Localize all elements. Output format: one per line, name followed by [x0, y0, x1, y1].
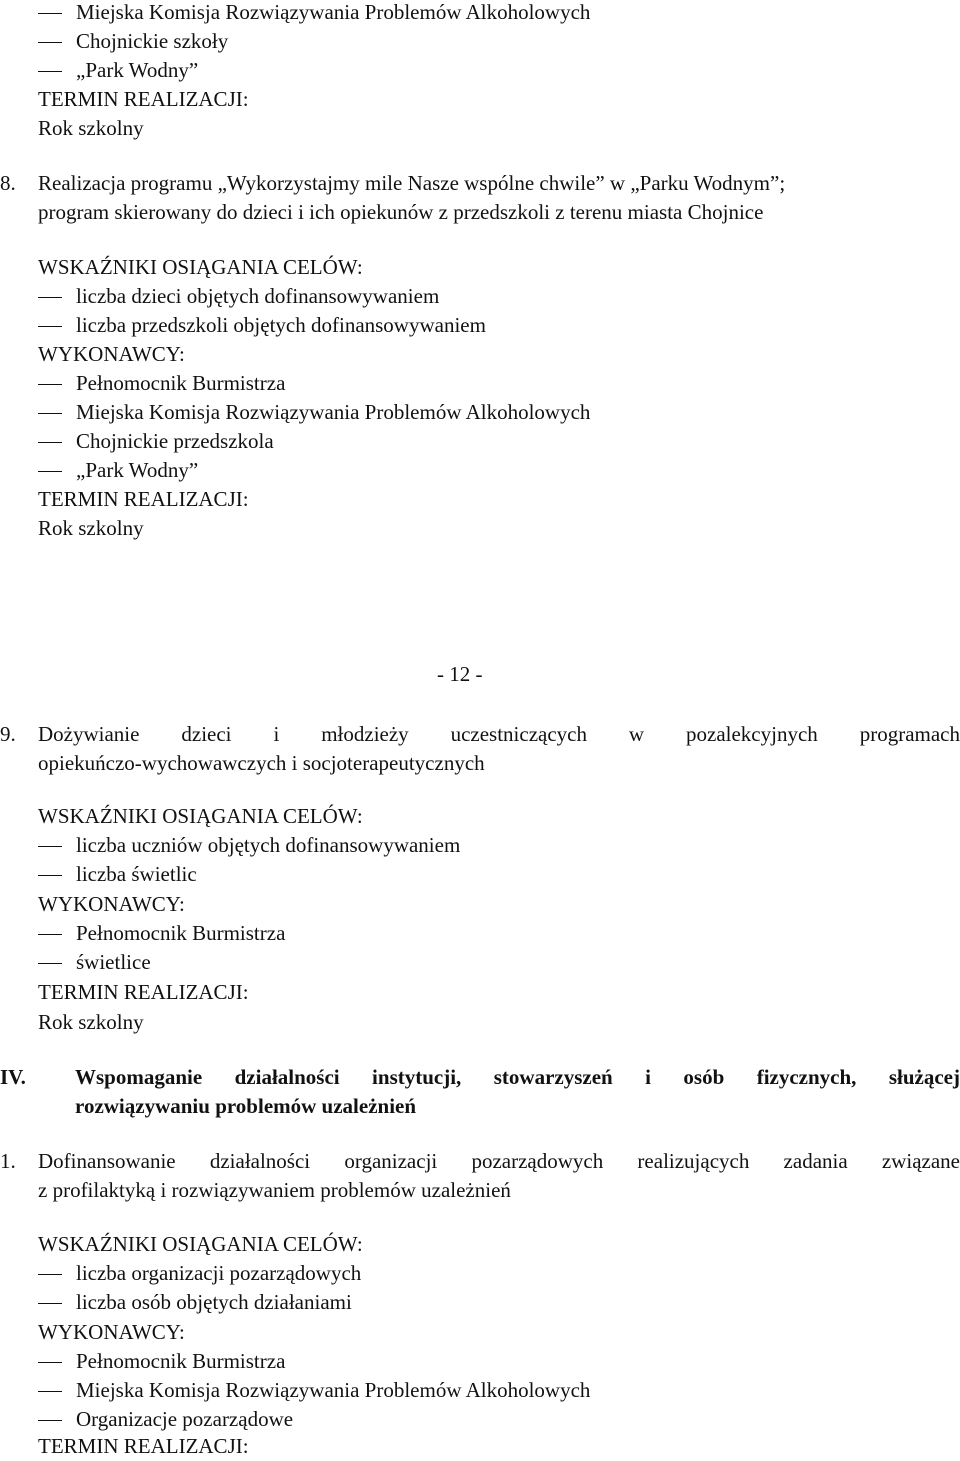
executors-label: WYKONAWCY: — [38, 1320, 185, 1344]
section-title: opiekuńczo-wychowawczych i socjoterapeutycznych — [38, 751, 485, 775]
dash-icon — [38, 442, 62, 443]
executors-label: WYKONAWCY: — [38, 892, 185, 916]
list-item: Pełnomocnik Burmistrza — [76, 921, 286, 945]
chapter-number: IV. — [0, 1065, 26, 1089]
list-item: liczba dzieci objętych dofinansowywaniem — [76, 284, 440, 308]
list-item: liczba przedszkoli objętych dofinansowywaniem — [76, 313, 486, 337]
dash-icon — [38, 13, 62, 14]
list-item: Chojnickie przedszkola — [76, 429, 274, 453]
dash-icon — [38, 1303, 62, 1304]
dash-icon — [38, 1274, 62, 1275]
list-item: liczba świetlic — [76, 862, 197, 886]
page-number: - 12 - — [437, 662, 483, 686]
section-title: z profilaktyką i rozwiązywaniem problemów uzależnień — [38, 1178, 511, 1202]
dash-icon — [38, 471, 62, 472]
list-item: Miejska Komisja Rozwiązywania Problemów Alkoholowych — [76, 1378, 591, 1402]
chapter-title: Wspomaganie działalności instytucji, stowarzyszeń i osób fizycznych, służącej — [75, 1065, 960, 1089]
dash-icon — [38, 384, 62, 385]
list-item: świetlice — [76, 950, 151, 974]
dash-icon — [38, 963, 62, 964]
dash-icon — [38, 326, 62, 327]
executors-label: WYKONAWCY: — [38, 342, 185, 366]
list-item: „Park Wodny” — [76, 458, 199, 482]
section-number: 1. — [0, 1149, 16, 1173]
list-item: Chojnickie szkoły — [76, 29, 229, 53]
dash-icon — [38, 875, 62, 876]
termin-label: TERMIN REALIZACJI: — [38, 980, 249, 1004]
dash-icon — [38, 71, 62, 72]
list-item: Miejska Komisja Rozwiązywania Problemów Alkoholowych — [76, 400, 591, 424]
dash-icon — [38, 1362, 62, 1363]
termin-label: TERMIN REALIZACJI: — [38, 87, 249, 111]
list-item: liczba uczniów objętych dofinansowywaniem — [76, 833, 461, 857]
dash-icon — [38, 1420, 62, 1421]
list-item: Pełnomocnik Burmistrza — [76, 1349, 286, 1373]
termin-label: TERMIN REALIZACJI: — [38, 1434, 249, 1458]
section-title: program skierowany do dzieci i ich opiekunów z przedszkoli z terenu miasta Chojnice — [38, 200, 764, 224]
list-item: liczba osób objętych działaniami — [76, 1290, 352, 1314]
dash-icon — [38, 42, 62, 43]
termin-label: TERMIN REALIZACJI: — [38, 487, 249, 511]
list-item: Organizacje pozarządowe — [76, 1407, 294, 1431]
chapter-title: rozwiązywaniu problemów uzależnień — [75, 1094, 417, 1118]
list-item: Miejska Komisja Rozwiązywania Problemów Alkoholowych — [76, 0, 591, 24]
section-title: Dożywianie dzieci i młodzieży uczestniczących w pozalekcyjnych programach — [38, 722, 960, 746]
termin-value: Rok szkolny — [38, 116, 144, 140]
dash-icon — [38, 413, 62, 414]
section-number: 9. — [0, 722, 16, 746]
list-item: Pełnomocnik Burmistrza — [76, 371, 286, 395]
list-item: liczba organizacji pozarządowych — [76, 1261, 362, 1285]
indicators-label: WSKAŹNIKI OSIĄGANIA CELÓW: — [38, 255, 363, 279]
dash-icon — [38, 1391, 62, 1392]
section-title: Dofinansowanie działalności organizacji pozarządowych realizujących zadania związane — [38, 1149, 960, 1173]
indicators-label: WSKAŹNIKI OSIĄGANIA CELÓW: — [38, 1232, 363, 1256]
section-title: Realizacja programu „Wykorzystajmy mile Nasze wspólne chwile” w „Parku Wodnym”; — [38, 171, 786, 195]
termin-value: Rok szkolny — [38, 1010, 144, 1034]
dash-icon — [38, 846, 62, 847]
termin-value: Rok szkolny — [38, 516, 144, 540]
dash-icon — [38, 297, 62, 298]
dash-icon — [38, 934, 62, 935]
section-number: 8. — [0, 171, 16, 195]
indicators-label: WSKAŹNIKI OSIĄGANIA CELÓW: — [38, 804, 363, 828]
list-item: „Park Wodny” — [76, 58, 199, 82]
